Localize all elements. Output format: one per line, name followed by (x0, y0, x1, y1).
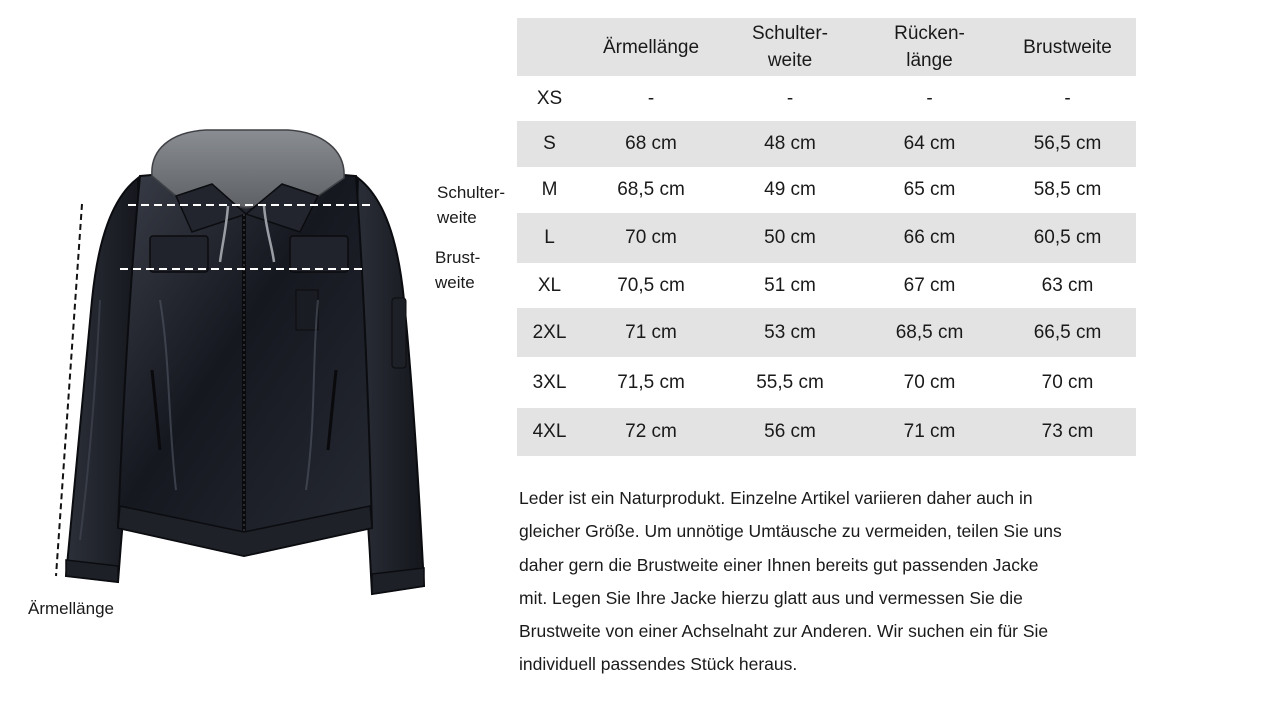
cell-sleeve: - (647, 87, 655, 109)
cell-sleeve: 70 cm (582, 213, 720, 263)
table-row (517, 357, 1136, 408)
cell-chest: 70 cm (1041, 371, 1094, 393)
note-line: individuell passendes Stück heraus. (519, 654, 798, 675)
cell-size: S (517, 121, 582, 167)
cell-size: XS (536, 87, 563, 109)
cell-back: 70 cm (903, 371, 956, 393)
cell-shoulder: 48 cm (720, 121, 860, 167)
cell-sleeve: 70,5 cm (617, 274, 685, 296)
cell-chest: 66,5 cm (999, 308, 1136, 357)
table-row (517, 408, 1136, 456)
cell-shoulder: 53 cm (720, 308, 860, 357)
cell-size: XL (537, 274, 562, 296)
sleeve-length-label: Ärmellänge (28, 599, 114, 618)
cell-shoulder: 56 cm (720, 408, 860, 456)
note-line: gleicher Größe. Um unnötige Umtäusche zu vermeiden, teilen Sie uns (519, 521, 1062, 542)
cell-back: - (926, 87, 933, 109)
header-size (517, 18, 582, 76)
cell-back: 65 cm (903, 179, 956, 200)
table-row (517, 76, 1136, 121)
cell-back: 68,5 cm (860, 308, 999, 357)
shoulder-width-label: Schulter- weite (437, 183, 506, 227)
size-table (517, 18, 1136, 456)
cell-sleeve: 72 cm (582, 408, 720, 456)
cell-chest: 63 cm (1041, 274, 1094, 296)
table-row (517, 167, 1136, 213)
cell-size: 3XL (532, 371, 567, 393)
cell-shoulder: 49 cm (764, 179, 816, 200)
cell-back: 67 cm (903, 274, 956, 296)
cell-shoulder: 50 cm (720, 213, 860, 263)
measurement-note (519, 482, 1139, 682)
cell-chest: 73 cm (999, 408, 1136, 456)
cell-shoulder: 55,5 cm (756, 371, 824, 393)
cell-chest: 58,5 cm (1033, 179, 1102, 200)
table-row (517, 263, 1136, 308)
note-line: Leder ist ein Naturprodukt. Einzelne Artikel variieren daher auch in (519, 488, 1033, 508)
table-row (517, 213, 1136, 263)
cell-sleeve: 71,5 cm (617, 371, 685, 393)
header-shoulder-width: Schulter- weite (720, 18, 860, 76)
cell-size: 4XL (517, 408, 582, 456)
cell-chest: - (1064, 87, 1071, 109)
cell-size: 2XL (517, 308, 582, 357)
cell-size: M (541, 179, 558, 200)
note-line: daher gern die Brustweite einer Ihnen bereits gut passenden Jacke (519, 554, 1039, 575)
note-line: mit. Legen Sie Ihre Jacke hierzu glatt aus und vermessen Sie die (519, 587, 1023, 608)
header-chest-width: Brustweite (999, 18, 1136, 76)
header-sleeve-length: Ärmellänge (582, 18, 720, 76)
cell-back: 71 cm (860, 408, 999, 456)
cell-sleeve: 68,5 cm (617, 179, 685, 200)
cell-shoulder: - (786, 87, 794, 109)
cell-chest: 60,5 cm (999, 213, 1136, 263)
table-row (517, 121, 1136, 167)
note-line: Brustweite von einer Achselnaht zur Anderen. Wir suchen ein für Sie (519, 621, 1049, 642)
cell-chest: 56,5 cm (999, 121, 1136, 167)
chest-width-label: Brust- weite (435, 248, 481, 292)
header-back-length: Rücken- länge (860, 18, 999, 76)
cell-sleeve: 68 cm (582, 121, 720, 167)
cell-shoulder: 51 cm (764, 274, 816, 296)
cell-size: L (517, 213, 582, 263)
cell-back: 66 cm (860, 213, 999, 263)
table-header-row (517, 18, 1136, 76)
cell-sleeve: 71 cm (582, 308, 720, 357)
table-row (517, 308, 1136, 357)
cell-back: 64 cm (860, 121, 999, 167)
